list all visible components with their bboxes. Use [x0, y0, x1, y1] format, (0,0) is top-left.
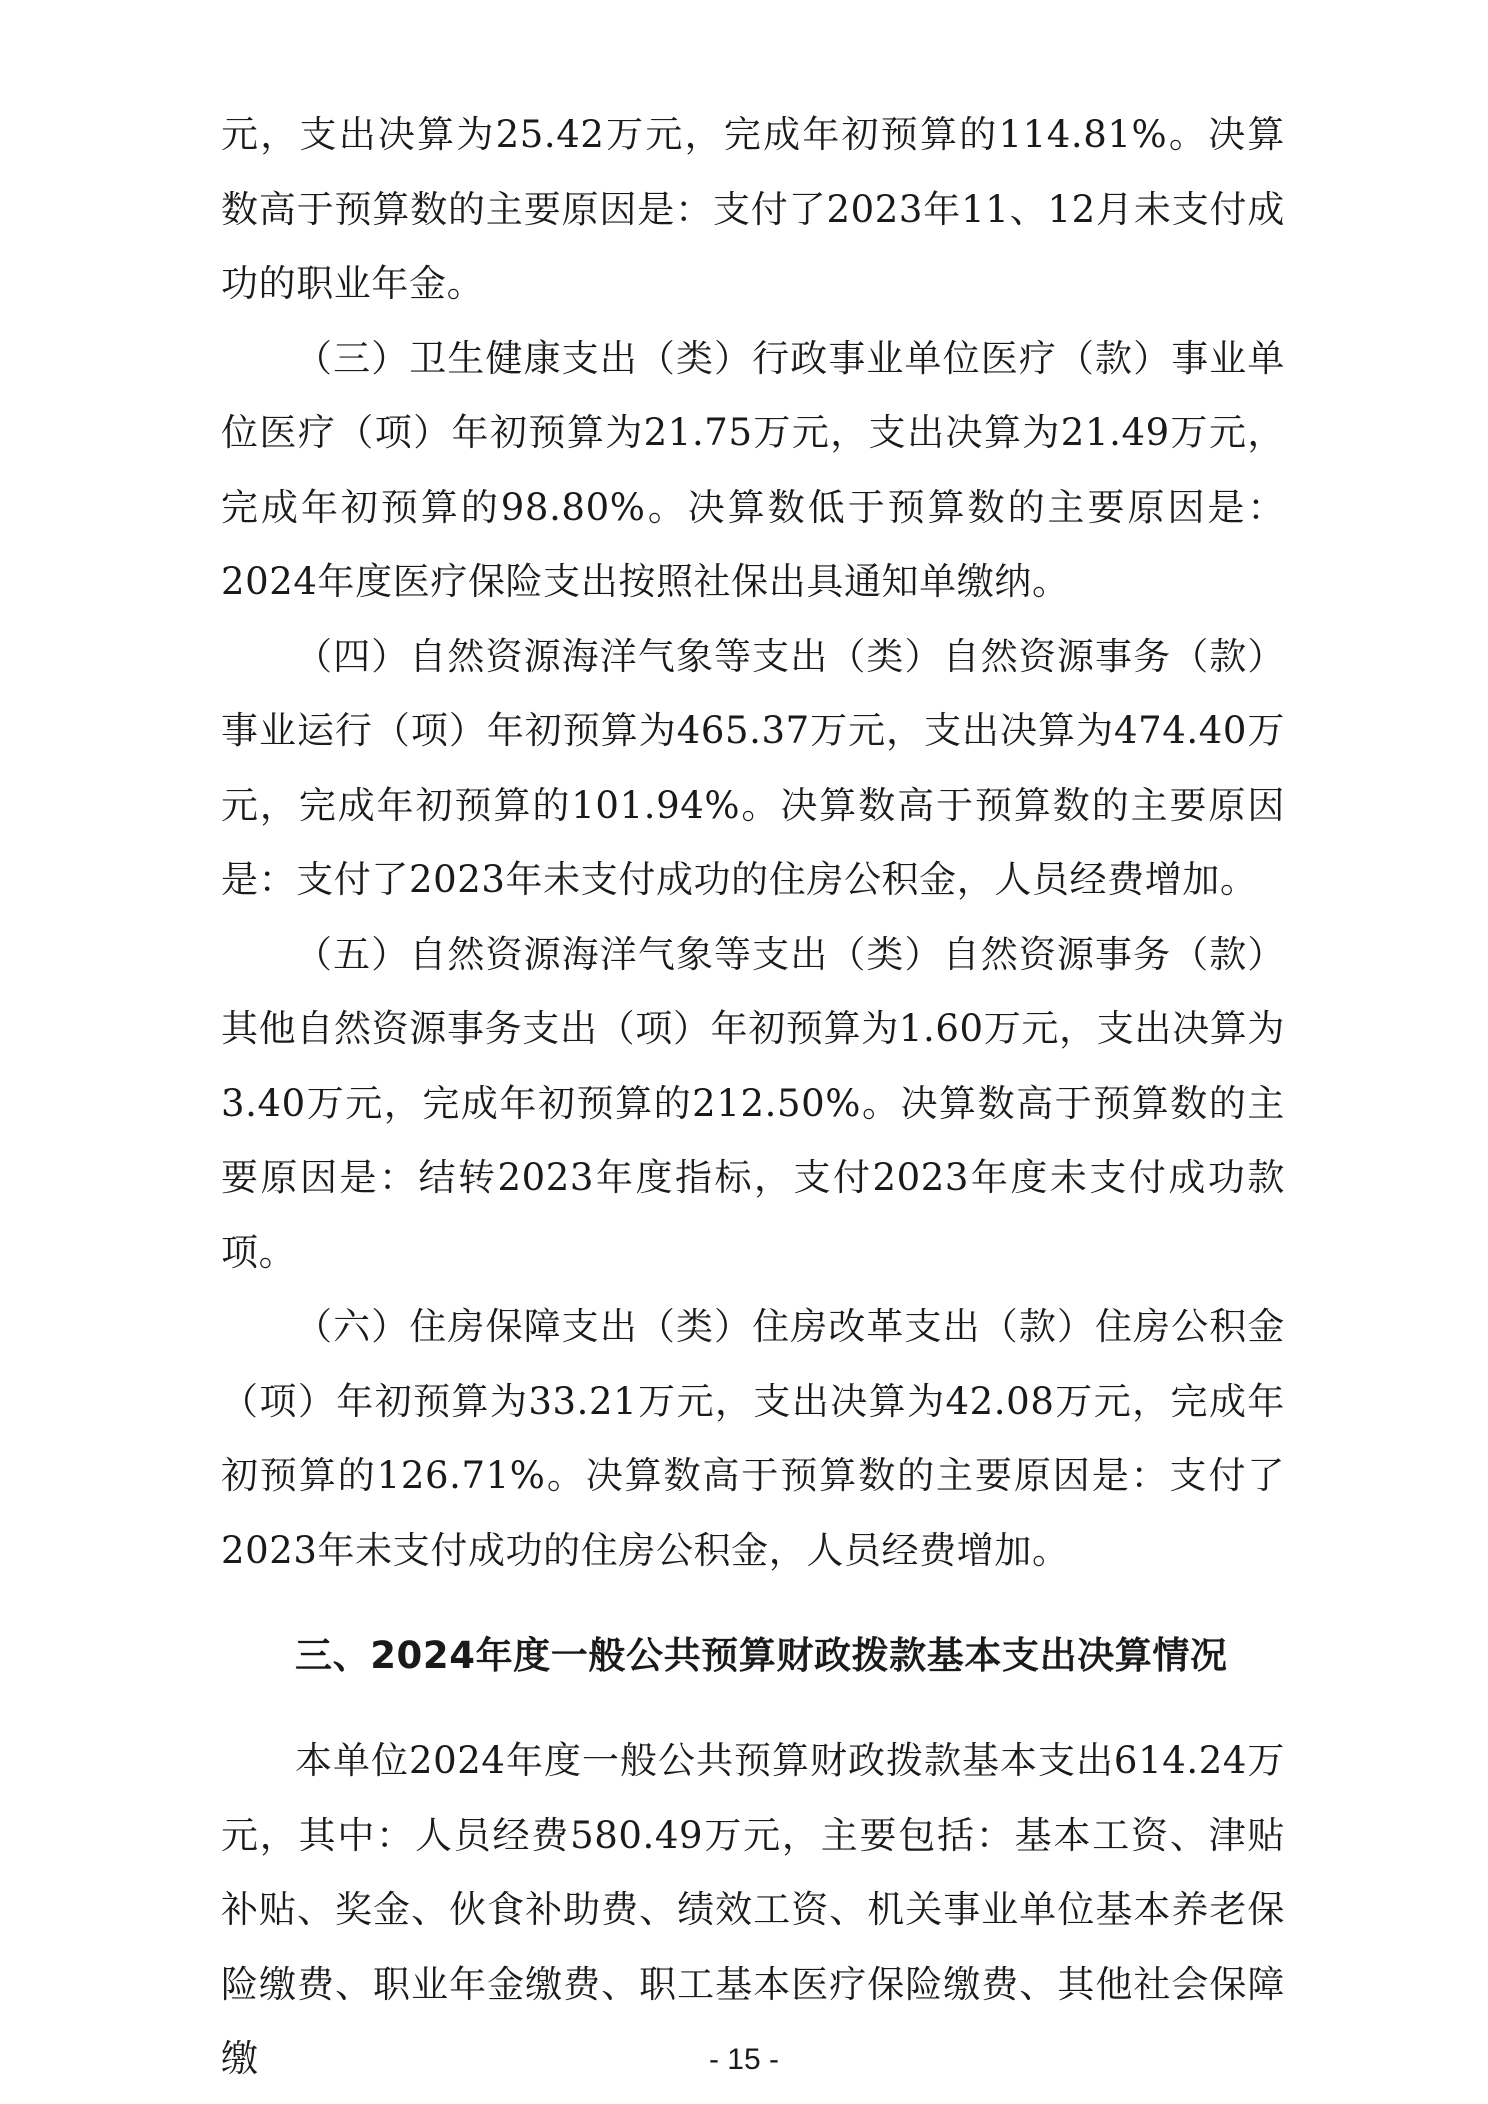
page-number: - 15 - [708, 2043, 780, 2076]
paragraph-housing-fund: （六）住房保障支出（类）住房改革支出（款）住房公积金（项）年初预算为33.21万元，支出决算为42.08万元，完成年初预算的126.71%。决算数高于预算数的主要原因是：支付了2023年未支付成功的住房公积金，人员经费增加。 [221, 1305, 1285, 1572]
paragraph-natural-resources-operation: （四）自然资源海洋气象等支出（类）自然资源事务（款）事业运行（项）年初预算为465.37万元，支出决算为474.40万元，完成年初预算的101.94%。决算数高于预算数的主要原因是：支付了2023年未支付成功的住房公积金，人员经费增加。 [221, 634, 1285, 901]
paragraph-continuation: 元，支出决算为25.42万元，完成年初预算的114.81%。决算数高于预算数的主要原因是：支付了2023年11、12月未支付成功的职业年金。 [221, 113, 1285, 305]
paragraph-basic-expenditure: 本单位2024年度一般公共预算财政拨款基本支出614.24万元，其中：人员经费580.49万元，主要包括：基本工资、津贴补贴、奖金、伙食补助费、绩效工资、机关事业单位基本养老保险缴费、职业年金缴费、职工基本医疗保险缴费、其他社会保障缴 [221, 1739, 1285, 2080]
paragraph-natural-resources-other: （五）自然资源海洋气象等支出（类）自然资源事务（款）其他自然资源事务支出（项）年初预算为1.60万元，支出决算为3.40万元，完成年初预算的212.50%。决算数高于预算数的主要原因是：结转2023年度指标，支付2023年度未支付成功款项。 [221, 932, 1285, 1274]
section-heading: 三、2024年度一般公共预算财政拨款基本支出决算情况 [295, 1634, 1228, 1677]
paragraph-health-expenditure: （三）卫生健康支出（类）行政事业单位医疗（款）事业单位医疗（项）年初预算为21.75万元，支出决算为21.49万元，完成年初预算的98.80%。决算数低于预算数的主要原因是：2024年度医疗保险支出按照社保出具通知单缴纳。 [221, 336, 1285, 603]
document-body [221, 98, 1285, 2097]
